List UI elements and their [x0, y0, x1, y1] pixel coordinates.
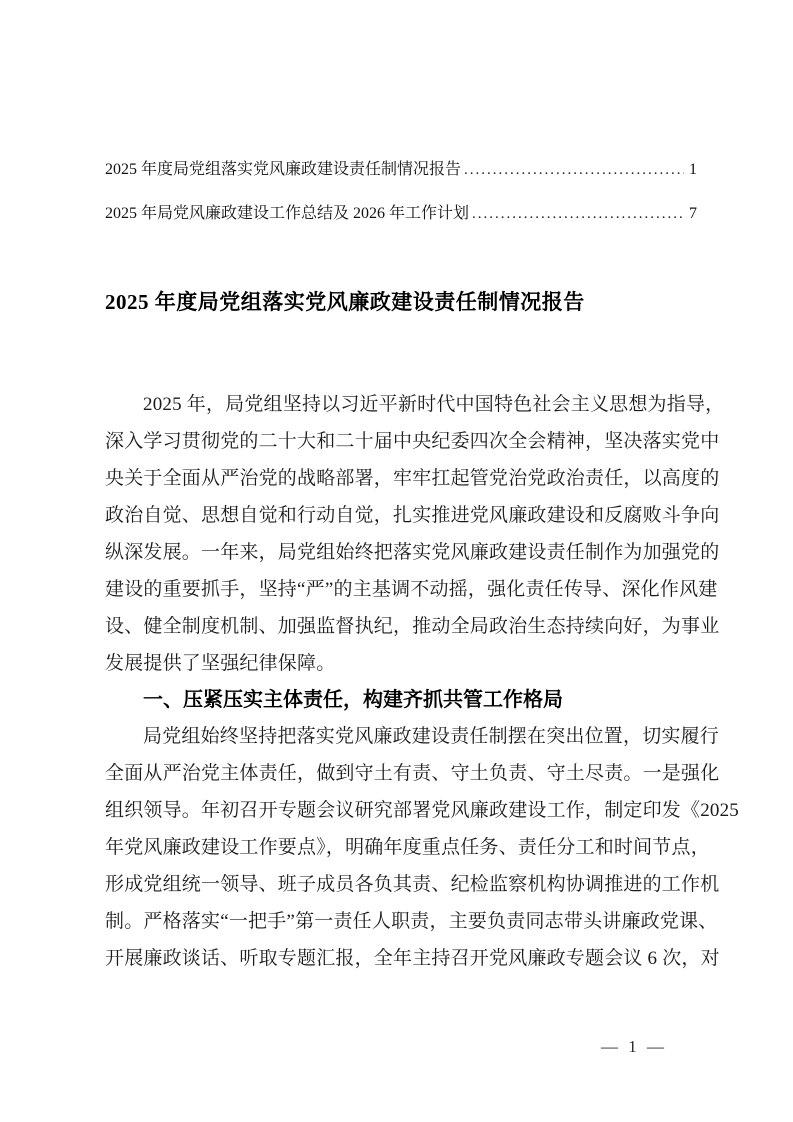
paragraph-line: 设、健全制度机制、加强监督执纪，推动全局政治生态持续向好，为事业 [105, 616, 720, 637]
toc-entry-label[interactable]: 2025 年局党风廉政建设工作总结及 2026 年工作计划 [105, 205, 470, 222]
paragraph-line: 央关于全面从严治党的战略部署，牢牢扛起管党治党政治责任，以高度的 [105, 468, 720, 489]
paragraph-line: 局党组始终坚持把落实党风廉政建设责任制摆在突出位置，切实履行 [143, 726, 720, 747]
paragraph-line: 形成党组统一领导、班子成员各负其责、纪检监察机构协调推进的工作机 [105, 874, 720, 895]
toc-leader-dots [472, 204, 684, 224]
paragraph-line: 制。严格落实“一把手”第一责任人职责，主要负责同志带头讲廉政党课、 [105, 911, 718, 932]
document-title: 2025 年度局党组落实党风廉政建设责任制情况报告 [105, 290, 585, 314]
paragraph-line: 发展提供了坚强纪律保障。 [105, 653, 336, 674]
paragraph-line: 建设的重要抓手，坚持“严”的主基调不动摇，强化责任传导、深化作风建 [105, 579, 718, 600]
page-number-footer [601, 1036, 667, 1058]
paragraph-line: 纵深发展。一年来，局党组始终把落实党风廉政建设责任制作为加强党的 [105, 542, 720, 563]
paragraph-section-1 [105, 718, 740, 977]
paragraph-line: 全面从严治党主体责任，做到守土有责、守土负责、守土尽责。一是强化 [105, 763, 720, 784]
section-heading-1: 一、压紧压实主体责任，构建齐抓共管工作格局 [143, 689, 563, 711]
paragraph-line: 年党风廉政建设工作要点》，明确年度重点任务、责任分工和时间节点， [105, 837, 710, 858]
toc-entry-page-number[interactable]: 7 [689, 205, 697, 222]
table-of-contents [105, 160, 697, 224]
toc-entry[interactable] [105, 160, 697, 180]
paragraph-line: 深入学习贯彻党的二十大和二十届中央纪委四次全会精神，坚决落实党中 [105, 431, 720, 452]
paragraph-intro [105, 386, 725, 682]
paragraph-line: 组织领导。年初召开专题会议研究部署党风廉政建设工作，制定印发《2025 [105, 800, 740, 821]
paragraph-line: 政治自觉、思想自觉和行动自觉，扎实推进党风廉政建设和反腐败斗争向 [105, 505, 720, 526]
toc-entry[interactable] [105, 204, 697, 224]
toc-entry-page-number[interactable]: 1 [689, 161, 697, 178]
page-number: — 1 — [601, 1037, 667, 1056]
toc-leader-dots [464, 160, 684, 180]
toc-entry-label[interactable]: 2025 年度局党组落实党风廉政建设责任制情况报告 [105, 161, 462, 178]
paragraph-line: 开展廉政谈话、听取专题汇报，全年主持召开党风廉政专题会议 6 次，对 [105, 948, 720, 969]
paragraph-line: 2025 年，局党组坚持以习近平新时代中国特色社会主义思想为指导， [143, 394, 725, 415]
